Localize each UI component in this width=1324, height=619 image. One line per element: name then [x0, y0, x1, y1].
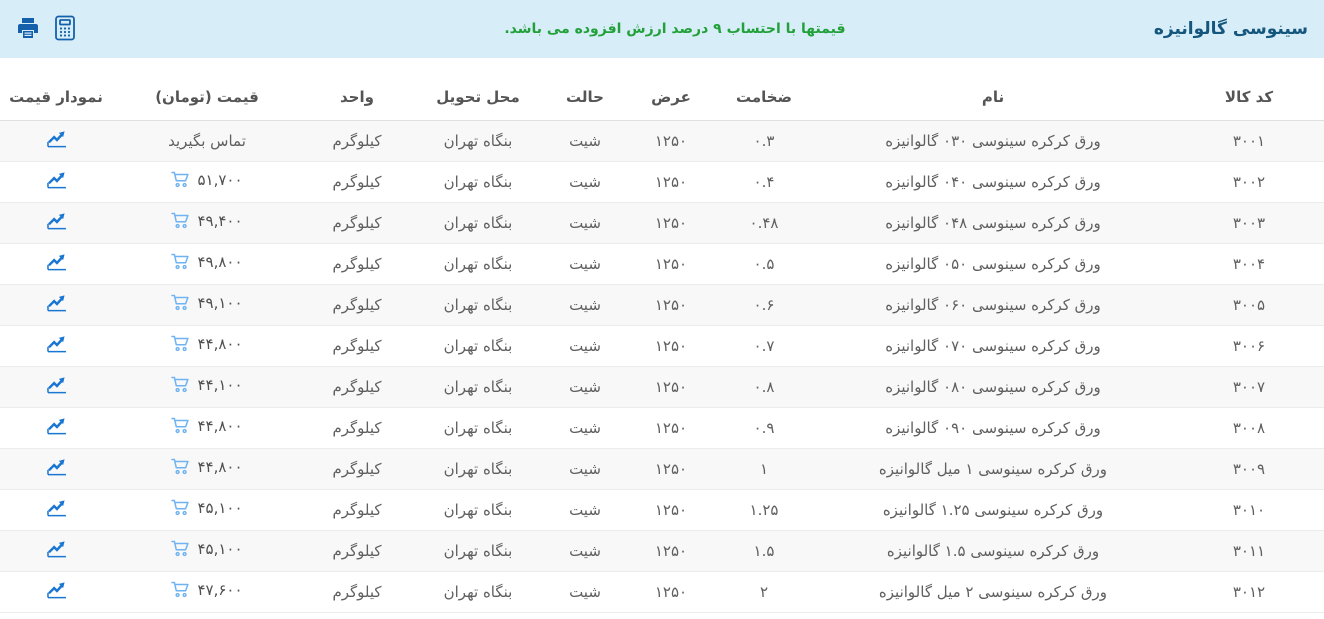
cell-text-delivery: بنگاه تهران [443, 295, 513, 314]
price-value [171, 499, 242, 517]
cell-text-name: ورق کرکره سینوسی ۱.۲۵ گالوانیزه [882, 500, 1104, 519]
price-value [171, 253, 242, 271]
price-value [171, 581, 242, 599]
cell-text-thickness: ۰.۶ [753, 295, 775, 314]
cell-text-width: ۱۲۵۰ [654, 541, 688, 560]
price-chart-button[interactable] [46, 499, 67, 517]
cell-text-unit: کیلوگرم [332, 541, 382, 560]
cell-name [812, 366, 1174, 407]
cell-price [112, 202, 302, 243]
cell-text-name: ورق کرکره سینوسی ۰۹۰ گالوانیزه [885, 418, 1101, 437]
cell-text-unit: کیلوگرم [332, 172, 382, 191]
printer-icon [16, 16, 40, 43]
column-header-state: حالت [544, 75, 626, 120]
cell-chart [0, 530, 112, 571]
cell-text-width: ۱۲۵۰ [654, 172, 688, 191]
cell-width [626, 530, 716, 571]
cell-state [544, 366, 626, 407]
cell-thickness [716, 243, 812, 284]
add-to-cart-icon[interactable] [171, 171, 190, 188]
cell-delivery [412, 120, 544, 161]
column-header-price: قیمت (تومان) [112, 75, 302, 120]
cell-text-thickness: ۰.۴ [753, 172, 775, 191]
cell-thickness [716, 325, 812, 366]
cell-delivery [412, 325, 544, 366]
cell-text-code: ۳۰۰۶ [1232, 336, 1266, 355]
price-text: ۴۷,۶۰۰ [197, 580, 243, 599]
cell-text-state: شیت [569, 254, 601, 273]
cell-text-name: ورق کرکره سینوسی ۲ میل گالوانیزه [878, 582, 1108, 601]
column-header-thickness: ضخامت [716, 75, 812, 120]
cell-chart [0, 120, 112, 161]
cell-text-code: ۳۰۰۸ [1232, 418, 1266, 437]
cell-name [812, 448, 1174, 489]
table-row [0, 489, 1324, 530]
calculator-button[interactable] [54, 15, 76, 44]
cell-price [112, 325, 302, 366]
cell-delivery [412, 161, 544, 202]
cell-thickness [716, 530, 812, 571]
cell-text-unit: کیلوگرم [332, 459, 382, 478]
price-text: ۴۴,۱۰۰ [197, 375, 243, 394]
cell-text-name: ورق کرکره سینوسی ۱.۵ گالوانیزه [886, 541, 1100, 560]
cell-text-delivery: بنگاه تهران [443, 213, 513, 232]
column-header-delivery: محل تحویل [412, 75, 544, 120]
cell-unit [302, 530, 412, 571]
cell-text-state: شیت [569, 582, 601, 601]
cell-text-width: ۱۲۵۰ [654, 418, 688, 437]
cell-name [812, 120, 1174, 161]
table-row [0, 243, 1324, 284]
cell-delivery [412, 407, 544, 448]
price-chart-button[interactable] [46, 540, 67, 558]
cell-price [112, 407, 302, 448]
cell-state [544, 284, 626, 325]
column-header-code: کد کالا [1174, 75, 1324, 120]
table-row [0, 325, 1324, 366]
price-chart-button[interactable] [46, 335, 67, 353]
table-header-row [0, 75, 1324, 120]
table-row [0, 448, 1324, 489]
cell-width [626, 120, 716, 161]
cell-price [112, 243, 302, 284]
cell-text-state: شیت [569, 541, 601, 560]
cell-chart [0, 489, 112, 530]
cell-text-thickness: ۱.۲۵ [749, 500, 779, 519]
cell-text-width: ۱۲۵۰ [654, 500, 688, 519]
cell-text-thickness: ۰.۸ [753, 377, 775, 396]
add-to-cart-icon[interactable] [171, 212, 190, 229]
cell-unit [302, 571, 412, 612]
cell-text-state: شیت [569, 500, 601, 519]
cell-code [1174, 489, 1324, 530]
cell-text-width: ۱۲۵۰ [654, 377, 688, 396]
cell-chart [0, 571, 112, 612]
cell-text-state: شیت [569, 295, 601, 314]
cell-text-code: ۳۰۰۹ [1232, 459, 1266, 478]
price-chart-button[interactable] [46, 212, 67, 230]
cell-state [544, 325, 626, 366]
cell-width [626, 161, 716, 202]
price-text: ۵۱,۷۰۰ [197, 170, 243, 189]
cell-price [112, 571, 302, 612]
price-value [171, 212, 242, 230]
cell-price [112, 530, 302, 571]
cell-name [812, 530, 1174, 571]
cell-chart [0, 161, 112, 202]
cell-text-delivery: بنگاه تهران [443, 131, 513, 150]
cell-state [544, 530, 626, 571]
add-to-cart-icon[interactable] [171, 540, 190, 557]
price-value [171, 171, 242, 189]
cell-thickness [716, 120, 812, 161]
cell-chart [0, 407, 112, 448]
cell-code [1174, 120, 1324, 161]
cell-unit [302, 366, 412, 407]
cell-code [1174, 325, 1324, 366]
price-text: ۴۹,۴۰۰ [197, 211, 243, 230]
cell-text-unit: کیلوگرم [332, 500, 382, 519]
cell-text-width: ۱۲۵۰ [654, 295, 688, 314]
cell-unit [302, 325, 412, 366]
price-chart-button[interactable] [46, 581, 67, 599]
cell-text-code: ۳۰۰۱ [1232, 131, 1266, 150]
table-row [0, 284, 1324, 325]
cell-text-thickness: ۱.۵ [753, 541, 775, 560]
cell-width [626, 407, 716, 448]
cell-unit [302, 202, 412, 243]
price-value [171, 294, 242, 312]
table-row [0, 120, 1324, 161]
cell-name [812, 571, 1174, 612]
cell-delivery [412, 366, 544, 407]
cell-text-width: ۱۲۵۰ [654, 582, 688, 601]
cell-price [112, 489, 302, 530]
cell-width [626, 571, 716, 612]
cell-price [112, 366, 302, 407]
cell-text-unit: کیلوگرم [332, 336, 382, 355]
cell-thickness [716, 571, 812, 612]
cell-text-delivery: بنگاه تهران [443, 500, 513, 519]
cell-text-unit: کیلوگرم [332, 377, 382, 396]
price-contact-text: تماس بگیرید [168, 131, 246, 150]
price-text: ۴۴,۸۰۰ [197, 416, 243, 435]
cell-unit [302, 120, 412, 161]
cell-text-delivery: بنگاه تهران [443, 336, 513, 355]
cell-chart [0, 366, 112, 407]
cell-name [812, 407, 1174, 448]
cell-text-state: شیت [569, 213, 601, 232]
cell-width [626, 325, 716, 366]
price-chart-button[interactable] [46, 171, 67, 189]
cell-unit [302, 448, 412, 489]
add-to-cart-icon[interactable] [171, 499, 190, 516]
cell-thickness [716, 448, 812, 489]
cell-text-delivery: بنگاه تهران [443, 254, 513, 273]
cell-text-code: ۳۰۰۲ [1232, 172, 1266, 191]
price-text: ۴۹,۸۰۰ [197, 252, 243, 271]
print-button[interactable] [16, 16, 40, 43]
cell-state [544, 161, 626, 202]
cell-thickness [716, 366, 812, 407]
cell-chart [0, 448, 112, 489]
cell-text-delivery: بنگاه تهران [443, 377, 513, 396]
cell-text-unit: کیلوگرم [332, 213, 382, 232]
price-value [171, 540, 242, 558]
table-row [0, 407, 1324, 448]
cell-state [544, 489, 626, 530]
cell-text-unit: کیلوگرم [332, 582, 382, 601]
cell-text-delivery: بنگاه تهران [443, 459, 513, 478]
table-row [0, 161, 1324, 202]
cell-width [626, 448, 716, 489]
cell-code [1174, 530, 1324, 571]
topbar [0, 0, 1324, 58]
cell-delivery [412, 202, 544, 243]
cell-text-thickness: ۰.۹ [753, 418, 775, 437]
cell-name [812, 202, 1174, 243]
cell-text-delivery: بنگاه تهران [443, 418, 513, 437]
cell-code [1174, 161, 1324, 202]
calculator-icon [54, 15, 76, 44]
cell-state [544, 407, 626, 448]
add-to-cart-icon[interactable] [171, 376, 190, 393]
table-row [0, 530, 1324, 571]
cell-text-state: شیت [569, 459, 601, 478]
cell-price [112, 284, 302, 325]
cell-text-name: ورق کرکره سینوسی ۰۶۰ گالوانیزه [885, 295, 1101, 314]
cell-text-delivery: بنگاه تهران [443, 541, 513, 560]
cell-thickness [716, 407, 812, 448]
price-value [171, 335, 242, 353]
cell-text-thickness: ۲ [759, 582, 769, 601]
cell-unit [302, 407, 412, 448]
cell-text-code: ۳۰۰۴ [1232, 254, 1266, 273]
toolbar-icons [16, 15, 76, 44]
price-text: ۴۹,۱۰۰ [197, 293, 243, 312]
add-to-cart-icon[interactable] [171, 335, 190, 352]
cell-text-thickness: ۰.۴۸ [749, 213, 779, 232]
cell-text-thickness: ۰.۵ [753, 254, 775, 273]
column-header-width: عرض [626, 75, 716, 120]
page-title: سینوسی گالوانیزه [1153, 19, 1308, 39]
add-to-cart-icon[interactable] [171, 294, 190, 311]
vat-note: قیمتها با احتساب ۹ درصد ارزش افزوده می باشد. [504, 21, 846, 37]
cell-delivery [412, 571, 544, 612]
cell-price [112, 448, 302, 489]
price-text: ۴۵,۱۰۰ [197, 498, 243, 517]
cell-width [626, 489, 716, 530]
cell-text-name: ورق کرکره سینوسی ۰۴۰ گالوانیزه [885, 172, 1101, 191]
cell-text-width: ۱۲۵۰ [654, 254, 688, 273]
cell-delivery [412, 530, 544, 571]
price-chart-button[interactable] [46, 294, 67, 312]
price-value [171, 458, 242, 476]
cell-text-thickness: ۱ [759, 459, 769, 478]
cell-name [812, 325, 1174, 366]
cell-unit [302, 489, 412, 530]
cell-name [812, 489, 1174, 530]
cell-chart [0, 325, 112, 366]
add-to-cart-icon[interactable] [171, 417, 190, 434]
cell-delivery [412, 448, 544, 489]
cell-code [1174, 202, 1324, 243]
price-chart-button[interactable] [46, 130, 67, 148]
add-to-cart-icon[interactable] [171, 458, 190, 475]
cell-thickness [716, 489, 812, 530]
cell-width [626, 202, 716, 243]
cell-text-code: ۳۰۰۷ [1232, 377, 1266, 396]
cell-delivery [412, 284, 544, 325]
cell-text-state: شیت [569, 172, 601, 191]
table-row [0, 571, 1324, 612]
cell-state [544, 571, 626, 612]
cell-chart [0, 202, 112, 243]
cell-text-code: ۳۰۱۱ [1232, 541, 1266, 560]
cell-text-name: ورق کرکره سینوسی ۰۵۰ گالوانیزه [885, 254, 1101, 273]
price-chart-button[interactable] [46, 376, 67, 394]
cell-thickness [716, 161, 812, 202]
price-value [171, 417, 242, 435]
cell-state [544, 243, 626, 284]
cell-thickness [716, 202, 812, 243]
cell-text-state: شیت [569, 336, 601, 355]
cell-text-width: ۱۲۵۰ [654, 459, 688, 478]
price-text: ۴۵,۱۰۰ [197, 539, 243, 558]
cell-width [626, 284, 716, 325]
cell-delivery [412, 243, 544, 284]
cell-width [626, 243, 716, 284]
cell-text-state: شیت [569, 131, 601, 150]
cell-code [1174, 243, 1324, 284]
cell-code [1174, 448, 1324, 489]
cell-code [1174, 407, 1324, 448]
cell-text-unit: کیلوگرم [332, 418, 382, 437]
price-value [171, 376, 242, 394]
table-row [0, 202, 1324, 243]
cell-name [812, 161, 1174, 202]
cell-code [1174, 284, 1324, 325]
cell-text-code: ۳۰۱۲ [1232, 582, 1266, 601]
cell-price [112, 161, 302, 202]
cell-text-unit: کیلوگرم [332, 254, 382, 273]
cell-unit [302, 161, 412, 202]
column-header-unit: واحد [302, 75, 412, 120]
cell-text-code: ۳۰۰۵ [1232, 295, 1266, 314]
cell-text-unit: کیلوگرم [332, 131, 382, 150]
add-to-cart-icon[interactable] [171, 253, 190, 270]
add-to-cart-icon[interactable] [171, 581, 190, 598]
cell-code [1174, 366, 1324, 407]
cell-thickness [716, 284, 812, 325]
table-row [0, 366, 1324, 407]
cell-name [812, 284, 1174, 325]
price-text: ۴۴,۸۰۰ [197, 334, 243, 353]
cell-text-width: ۱۲۵۰ [654, 336, 688, 355]
cell-state [544, 120, 626, 161]
column-header-chart: نمودار قیمت [0, 75, 112, 120]
price-chart-button[interactable] [46, 458, 67, 476]
cell-text-thickness: ۰.۳ [753, 131, 775, 150]
cell-text-unit: کیلوگرم [332, 295, 382, 314]
cell-delivery [412, 489, 544, 530]
cell-text-thickness: ۰.۷ [753, 336, 775, 355]
cell-text-code: ۳۰۰۳ [1232, 213, 1266, 232]
cell-code [1174, 571, 1324, 612]
cell-width [626, 366, 716, 407]
cell-text-delivery: بنگاه تهران [443, 172, 513, 191]
cell-price [112, 120, 302, 161]
cell-chart [0, 243, 112, 284]
cell-chart [0, 284, 112, 325]
cell-text-state: شیت [569, 377, 601, 396]
price-chart-button[interactable] [46, 253, 67, 271]
cell-unit [302, 284, 412, 325]
cell-text-code: ۳۰۱۰ [1232, 500, 1266, 519]
cell-text-name: ورق کرکره سینوسی ۰۷۰ گالوانیزه [885, 336, 1101, 355]
price-table [0, 75, 1324, 613]
cell-text-name: ورق کرکره سینوسی ۰۴۸ گالوانیزه [885, 213, 1101, 232]
cell-text-name: ورق کرکره سینوسی ۰۸۰ گالوانیزه [885, 377, 1101, 396]
cell-unit [302, 243, 412, 284]
cell-text-name: ورق کرکره سینوسی ۱ میل گالوانیزه [878, 459, 1108, 478]
cell-text-state: شیت [569, 418, 601, 437]
cell-text-width: ۱۲۵۰ [654, 131, 688, 150]
cell-name [812, 243, 1174, 284]
price-chart-button[interactable] [46, 417, 67, 435]
cell-state [544, 448, 626, 489]
cell-text-delivery: بنگاه تهران [443, 582, 513, 601]
cell-text-width: ۱۲۵۰ [654, 213, 688, 232]
cell-text-name: ورق کرکره سینوسی ۰۳۰ گالوانیزه [885, 131, 1101, 150]
cell-state [544, 202, 626, 243]
column-header-name: نام [812, 75, 1174, 120]
price-text: ۴۴,۸۰۰ [197, 457, 243, 476]
